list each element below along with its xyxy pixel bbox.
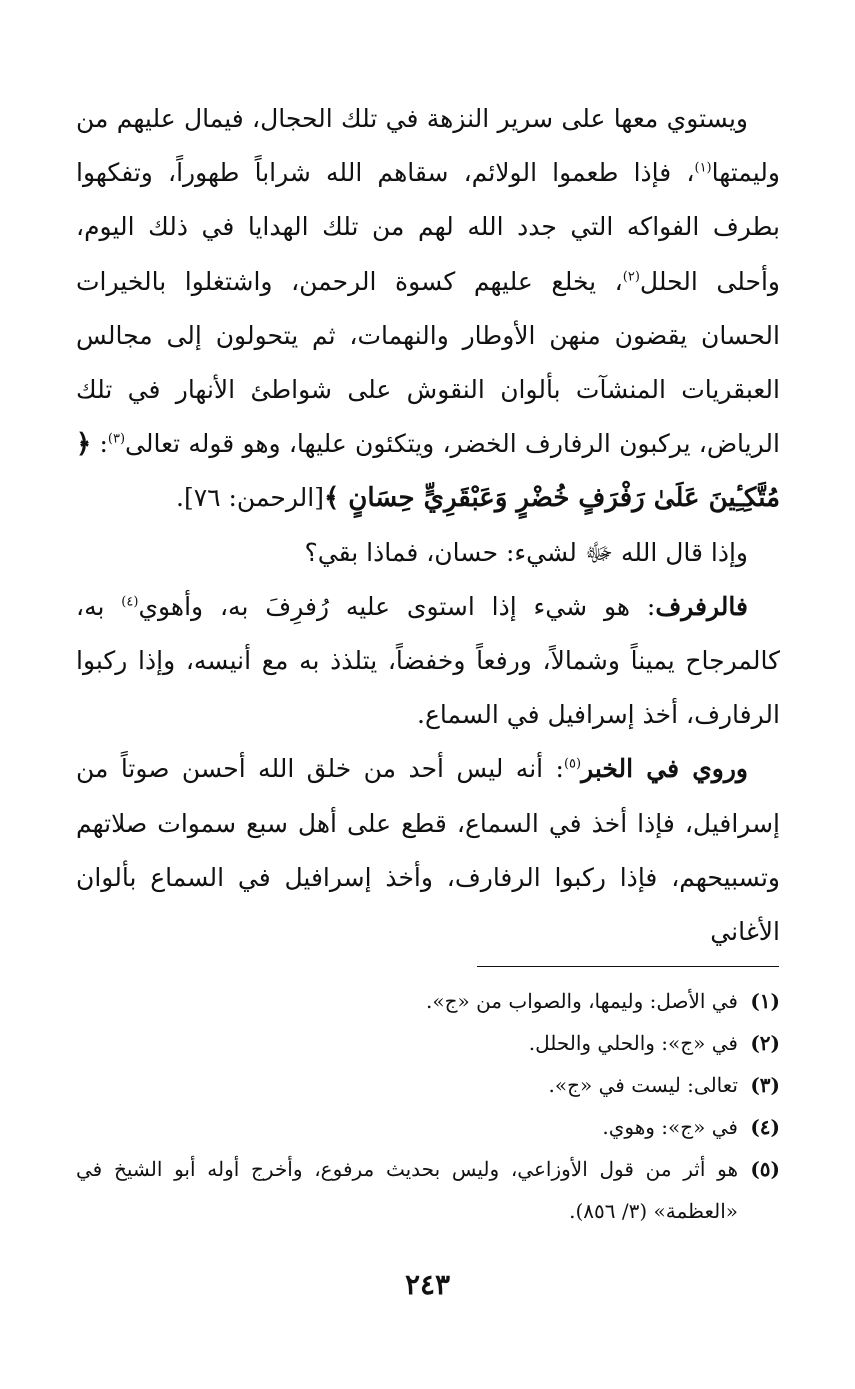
footnotes — [76, 980, 780, 1232]
footnote-text: في الأصل: وليمها، والصواب من «ج». — [425, 989, 738, 1013]
paragraph-1-text-3: ، يخلع عليهم كسوة الرحمن، واشتغلوا بالخيرات الحسان يقضون منهن الأوطار والنهمات، ثم يتحولون إلى مجالس العبقريات المنشآت بألوان النقوش على شواطئ الأنهار في تلك الرياض، يركبون الرفارف الخضر، ويتكئون عليها، وهو قوله تعالى — [76, 266, 780, 459]
verse-citation: [الرحمن: ٧٦]. — [176, 483, 324, 513]
paragraph-1-text-4: : — [91, 429, 108, 459]
footnote-text: في «ج»: وهوي. — [602, 1115, 738, 1139]
footnote-ref-5: (٥) — [563, 757, 582, 773]
body-text — [76, 92, 780, 959]
footnote-ref-4: (٤) — [121, 594, 139, 610]
paragraph-1-text-1: ويستوي معها على سرير النزهة في تلك الحجال، فيمال عليهم من وليمتها — [76, 104, 780, 188]
paragraph-3-text-1: : هو شيء إذا استوى عليه رُفرِفَ به، وأهوي — [138, 591, 656, 621]
paragraph-3 — [76, 580, 780, 743]
footnote-ref-1: (١) — [694, 160, 712, 176]
footnote-3 — [76, 1064, 780, 1106]
paragraph-4-lead: وروي في الخبر — [581, 754, 748, 784]
footnote-number: (٣) — [750, 1073, 780, 1097]
main-text — [76, 92, 780, 959]
footnote-5 — [76, 1148, 780, 1232]
quran-verse: ﴿ مُتَّكِـِٔينَ عَلَىٰ رَفْرَفٍ خُضْرٍ وَعَبْقَرِيٍّ حِسَانٍ ﴾ — [76, 429, 780, 514]
footnote-text: في «ج»: والحلي والحلل. — [528, 1031, 738, 1055]
footnote-2 — [76, 1022, 780, 1064]
footnote-ref-2: (٢) — [622, 269, 640, 285]
footnote-1 — [76, 980, 780, 1022]
footnote-number: (٢) — [750, 1031, 780, 1055]
paragraph-3-lead: فالرفرف — [655, 591, 748, 621]
paragraph-2: وإذا قال الله ﷻ لشيء: حسان، فماذا بقي؟ — [304, 537, 748, 567]
paragraph-4-text: : أنه ليس أحد من خلق الله أحسن صوتاً من إسرافيل، فإذا أخذ في السماع، قطع على أهل سبع سموات صلاتهم وتسبيحهم، فإذا ركبوا الرفارف، وأخذ إسرافيل في السماع بألوان الأغاني — [76, 754, 780, 947]
page-number: ٢٤٣ — [404, 1268, 451, 1301]
paragraph-1 — [76, 92, 780, 526]
paragraph-3-text-2: به، كالمرجاح يميناً وشمالاً، ورفعاً وخفضاً، يتلذذ به مع أنيسه، وإذا ركبوا الرفارف، أخذ إسرافيل في السماع. — [76, 591, 780, 730]
footnote-number: (٤) — [750, 1115, 780, 1139]
paragraph-1-text-2: ، فإذا طعموا الولائم، سقاهم الله شراباً طهوراً، وتفكهوا بطرف الفواكه التي جدد الله لهم من تلك الهدايا في ذلك اليوم، وأحلى الحلل — [76, 158, 780, 296]
footnote-text: هو أثر من قول الأوزاعي، وليس بحديث مرفوع، وأخرج أوله أبو الشيخ في «العظمة» (٣/ ٨٥٦). — [76, 1157, 738, 1223]
paragraph-4 — [76, 742, 780, 959]
footnote-ref-3: (٣) — [107, 431, 126, 447]
footnote-4 — [76, 1106, 780, 1148]
footnote-divider — [477, 966, 779, 967]
footnote-number: (٥) — [750, 1157, 780, 1181]
footnote-number: (١) — [750, 989, 780, 1013]
footnote-text: تعالى: ليست في «ج». — [548, 1073, 738, 1097]
